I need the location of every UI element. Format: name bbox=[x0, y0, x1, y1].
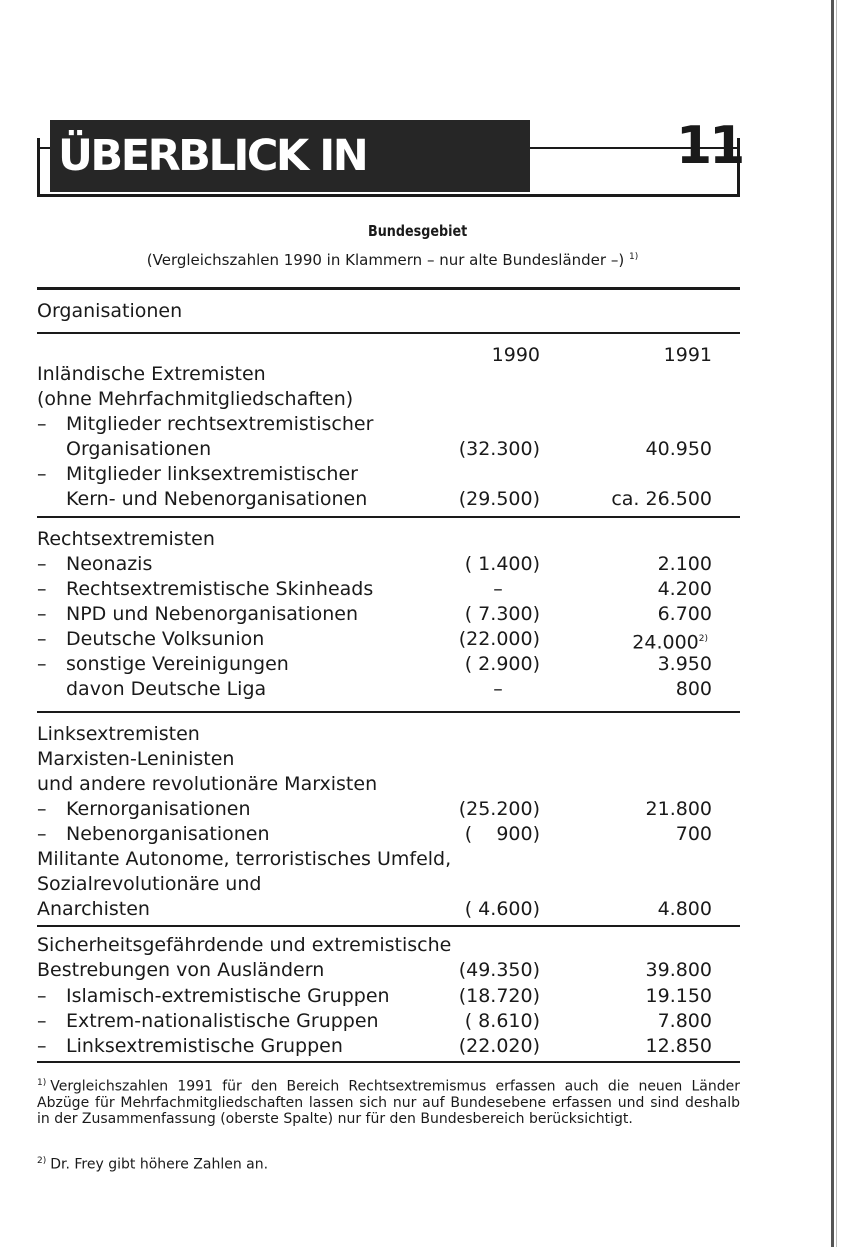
dash-marker: – bbox=[37, 823, 47, 845]
dash-marker: – bbox=[37, 1035, 47, 1057]
value-1991: 4.200 bbox=[657, 578, 712, 600]
row-label: davon Deutsche Liga bbox=[66, 678, 267, 700]
footnote-mark: 2) bbox=[37, 1156, 47, 1166]
value-1990: (25.200) bbox=[458, 798, 540, 820]
dash-marker: – bbox=[37, 628, 47, 650]
value-1990: (22.000) bbox=[458, 628, 540, 650]
row-label: Mitglieder linksextremistischer bbox=[66, 463, 358, 485]
dash-marker: – bbox=[37, 1010, 47, 1032]
value-1990: ( 2.900) bbox=[464, 653, 540, 675]
footnote-mark: 1) bbox=[37, 1078, 47, 1088]
row-label: NPD und Nebenorganisationen bbox=[66, 603, 359, 625]
row-label: Nebenorganisationen bbox=[66, 823, 270, 845]
header-rule bbox=[37, 332, 740, 334]
value-1990: ( 8.610) bbox=[464, 1010, 540, 1032]
section-rule bbox=[37, 516, 740, 518]
row-label: Extrem-nationalistische Gruppen bbox=[66, 1010, 379, 1032]
value-1991: 3.950 bbox=[657, 653, 712, 675]
value-1991: ca. 26.500 bbox=[611, 488, 712, 510]
group-subtitle: (ohne Mehrfachmitgliedschaften) bbox=[37, 388, 354, 410]
section-rule bbox=[37, 711, 740, 713]
footnote-ref: 1) bbox=[628, 252, 639, 262]
row-label: Kernorganisationen bbox=[66, 798, 251, 820]
row-label: Linksextremistische Gruppen bbox=[66, 1035, 343, 1057]
value-1991-text: 24.000 bbox=[632, 631, 699, 654]
group-title: Rechtsextremisten bbox=[37, 528, 215, 550]
value-1990: ( 4.600) bbox=[464, 898, 540, 920]
value-1991: 4.800 bbox=[657, 898, 712, 920]
table-subheading bbox=[0, 251, 785, 269]
column-header-1990: 1990 bbox=[491, 344, 540, 366]
value-1990: ( 1.400) bbox=[464, 553, 540, 575]
value-1990: (18.720) bbox=[458, 985, 540, 1007]
row-label: sonstige Vereinigungen bbox=[66, 653, 289, 675]
group-title: Linksextremisten bbox=[37, 723, 200, 745]
table-bottom-rule bbox=[37, 1061, 740, 1063]
value-1990: – bbox=[493, 678, 503, 700]
row-label: Militante Autonome, terroristisches Umfeld, bbox=[37, 848, 452, 870]
row-label: Kern- und Nebenorganisationen bbox=[66, 488, 368, 510]
header-line-left bbox=[37, 147, 50, 149]
dash-marker: – bbox=[37, 653, 47, 675]
dash-marker: – bbox=[37, 553, 47, 575]
value-1991: 12.850 bbox=[645, 1035, 712, 1057]
value-1991: 2.100 bbox=[657, 553, 712, 575]
row-label: Neonazis bbox=[66, 553, 153, 575]
page-title: ÜBERBLICK IN ZAHLEN bbox=[50, 120, 530, 192]
section-label: Organisationen bbox=[37, 300, 183, 322]
table-top-rule bbox=[37, 287, 740, 290]
dash-marker: – bbox=[37, 578, 47, 600]
value-1990: (32.300) bbox=[458, 438, 540, 460]
value-1991: 700 bbox=[675, 823, 712, 845]
footnote-ref: 2) bbox=[698, 634, 708, 644]
dash-marker: – bbox=[37, 463, 47, 485]
value-1990: (22.020) bbox=[458, 1035, 540, 1057]
footnote-1 bbox=[37, 1075, 740, 1127]
dash-marker: – bbox=[37, 798, 47, 820]
dash-marker: – bbox=[37, 413, 47, 435]
value-1991: 7.800 bbox=[657, 1010, 712, 1032]
row-label: Anarchisten bbox=[37, 898, 150, 920]
value-1990: – bbox=[493, 578, 503, 600]
table-subheading-text: (Vergleichszahlen 1990 in Klammern – nur alte Bundesländer –) bbox=[146, 251, 625, 269]
value-1991: 40.950 bbox=[645, 438, 712, 460]
row-label: Organisationen bbox=[66, 438, 212, 460]
footnote-text: Dr. Frey gibt höhere Zahlen an. bbox=[50, 1156, 269, 1173]
row-label: Sozialrevolutionäre und bbox=[37, 873, 262, 895]
group-subtitle: und andere revolutionäre Marxisten bbox=[37, 773, 378, 795]
value-1990: (49.350) bbox=[458, 959, 540, 981]
page-edge-line-secondary bbox=[836, 0, 837, 1247]
row-label: Rechtsextremistische Skinheads bbox=[66, 578, 374, 600]
page-edge-line bbox=[831, 0, 834, 1247]
row-label: Mitglieder rechtsextremistischer bbox=[66, 413, 374, 435]
value-1991: 6.700 bbox=[657, 603, 712, 625]
footnote-text: Vergleichszahlen 1991 für den Bereich Rechtsextremismus erfassen auch die neuen Länder Abzüge für Mehrfachmitgliedschaften lassen sich nur auf Bundesebene erfassen und sind deshalb in der Zusammenfassung (oberste Spalte) nur für den Bundesbereich berücksichtigt. bbox=[37, 1078, 740, 1127]
value-1991: 19.150 bbox=[645, 985, 712, 1007]
row-label: Deutsche Volksunion bbox=[66, 628, 265, 650]
dash-marker: – bbox=[37, 603, 47, 625]
column-header-1991: 1991 bbox=[663, 344, 712, 366]
value-1991: 21.800 bbox=[645, 798, 712, 820]
value-1991: 800 bbox=[675, 678, 712, 700]
group-subtitle: Bestrebungen von Ausländern bbox=[37, 959, 325, 981]
group-title: Sicherheitsgefährdende und extremistische bbox=[37, 934, 452, 956]
value-1990: (29.500) bbox=[458, 488, 540, 510]
footnote-2 bbox=[37, 1153, 740, 1173]
value-1990: ( 900) bbox=[464, 823, 540, 845]
value-1990: ( 7.300) bbox=[464, 603, 540, 625]
group-subtitle: Marxisten-Leninisten bbox=[37, 748, 235, 770]
section-rule bbox=[37, 925, 740, 927]
table-heading: Bundesgebiet bbox=[367, 222, 468, 240]
page-number: 11 bbox=[676, 116, 743, 176]
row-label: Islamisch-extremistische Gruppen bbox=[66, 985, 390, 1007]
dash-marker: – bbox=[37, 985, 47, 1007]
value-1991: 39.800 bbox=[645, 959, 712, 981]
group-title: Inländische Extremisten bbox=[37, 363, 266, 385]
